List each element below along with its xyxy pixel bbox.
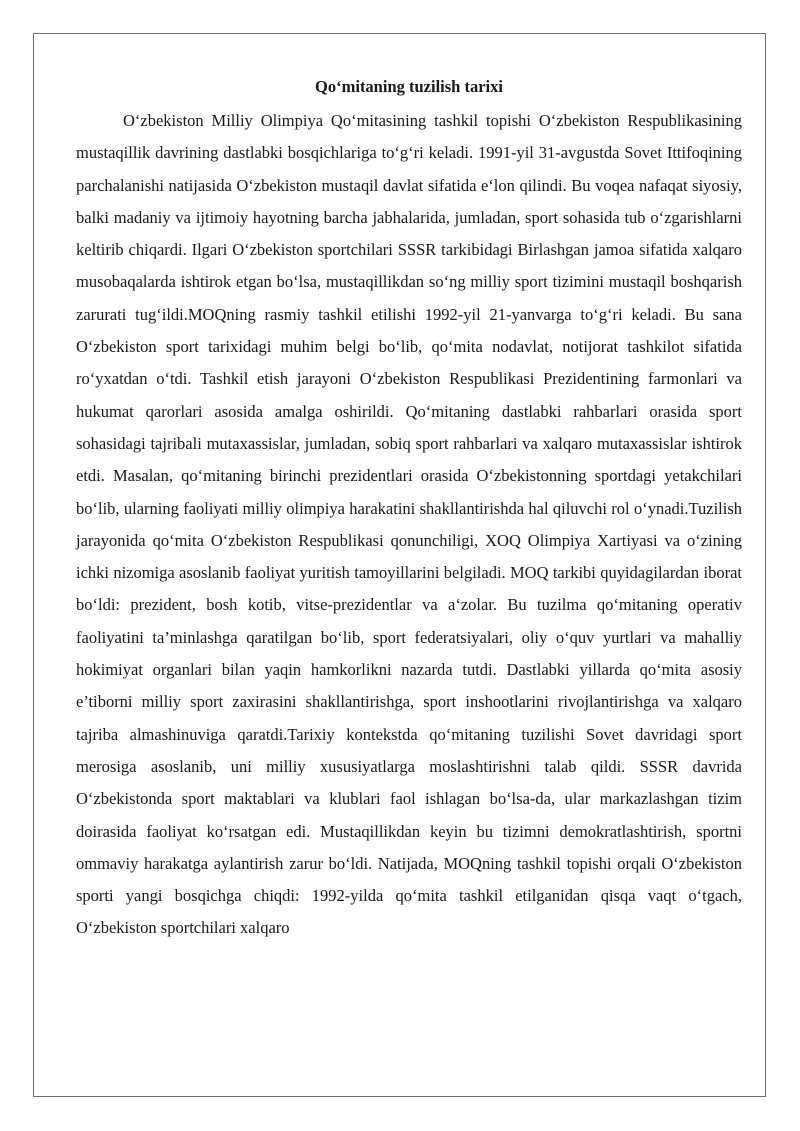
body-paragraph: O‘zbekiston Milliy Olimpiya Qo‘mitasining tashkil topishi O‘zbekiston Respublikasining mustaqillik davrining dastlabki bosqichlariga to‘g‘ri keladi. 1991-yil 31-avgustda Sovet Ittifoqining parchalanishi natijasida O‘zbekiston mustaqil davlat sifatida e‘lon qilindi. Bu voqea nafaqat siyosiy, balki madaniy va ijtimoiy hayotning barcha jabhalarida, jumladan, sport sohasida tub o‘zgarishlarni keltirib chiqardi. Ilgari O‘zbekiston sportchilari SSSR tarkibidagi Birlashgan jamoa sifatida xalqaro musobaqalarda ishtirok etgan bo‘lsa, mustaqillikdan so‘ng milliy sport tizimini mustaqil boshqarish zarurati tug‘ildi.MOQning rasmiy tashkil etilishi 1992-yil 21-yanvarga to‘g‘ri keladi. Bu sana O‘zbekiston sport tarixidagi muhim belgi bo‘lib, qo‘mita nodavlat, notijorat tashkilot sifatida ro‘yxatdan o‘tdi. Tashkil etish jarayoni O‘zbekiston Respublikasi Prezidentining farmonlari va hukumat qarorlari asosida amalga oshirildi. Qo‘mitaning dastlabki rahbarlari orasida sport sohasidagi tajribali mutaxassislar, jumladan, sobiq sport rahbarlari va xalqaro mutaxassislar ishtirok etdi. Masalan, qo‘mitaning birinchi prezidentlari orasida O‘zbekistonning sportdagi yetakchilari bo‘lib, ularning faoliyati milliy olimpiya harakatini shakllantirishda hal qiluvchi rol o‘ynadi.Tuzilish jarayonida qo‘mita O‘zbekiston Respublikasi qonunchiligi, XOQ Olimpiya Xartiyasi va o‘zining ichki nizomiga asoslanib faoliyat yuritish tamoyillarini belgiladi. MOQ tarkibi quyidagilardan iborat bo‘ldi: prezident, bosh kotib, vitse-prezidentlar va a‘zolar. Bu tuzilma qo‘mitaning operativ faoliyatini ta’minlashga qaratilgan bo‘lib, sport federatsiyalari, oliy o‘quv yurtlari va mahalliy hokimiyat organlari bilan yaqin hamkorlikni nazarda tutdi. Dastlabki yillarda qo‘mita asosiy e’tiborni milliy sport zaxirasini shakllantirishga, sport inshootlarini rivojlantirishga va xalqaro tajriba almashinuviga qaratdi.Tarixiy kontekstda qo‘mitaning tuzilishi Sovet davridagi sport merosiga asoslanib, uni milliy xususiyatlarga moslashtirishni talab qildi. SSSR davrida O‘zbekistonda sport maktablari va klublari faol ishlagan bo‘lsa-da, ular markazlashgan tizim doirasida faoliyat ko‘rsatgan edi. Mustaqillikdan keyin bu tizimni demokratlashtirish, sportni ommaviy harakatga aylantirish zarur bo‘ldi. Natijada, MOQning tashkil topishi orqali O‘zbekiston sporti yangi bosqichga chiqdi: 1992-yilda qo‘mita tashkil etilganidan qisqa vaqt o‘tgach, O‘zbekiston sportchilari xalqaro <box>76 111 742 938</box>
document-content <box>76 74 742 945</box>
document-title: Qo‘mitaning tuzilish tarixi <box>315 77 503 96</box>
